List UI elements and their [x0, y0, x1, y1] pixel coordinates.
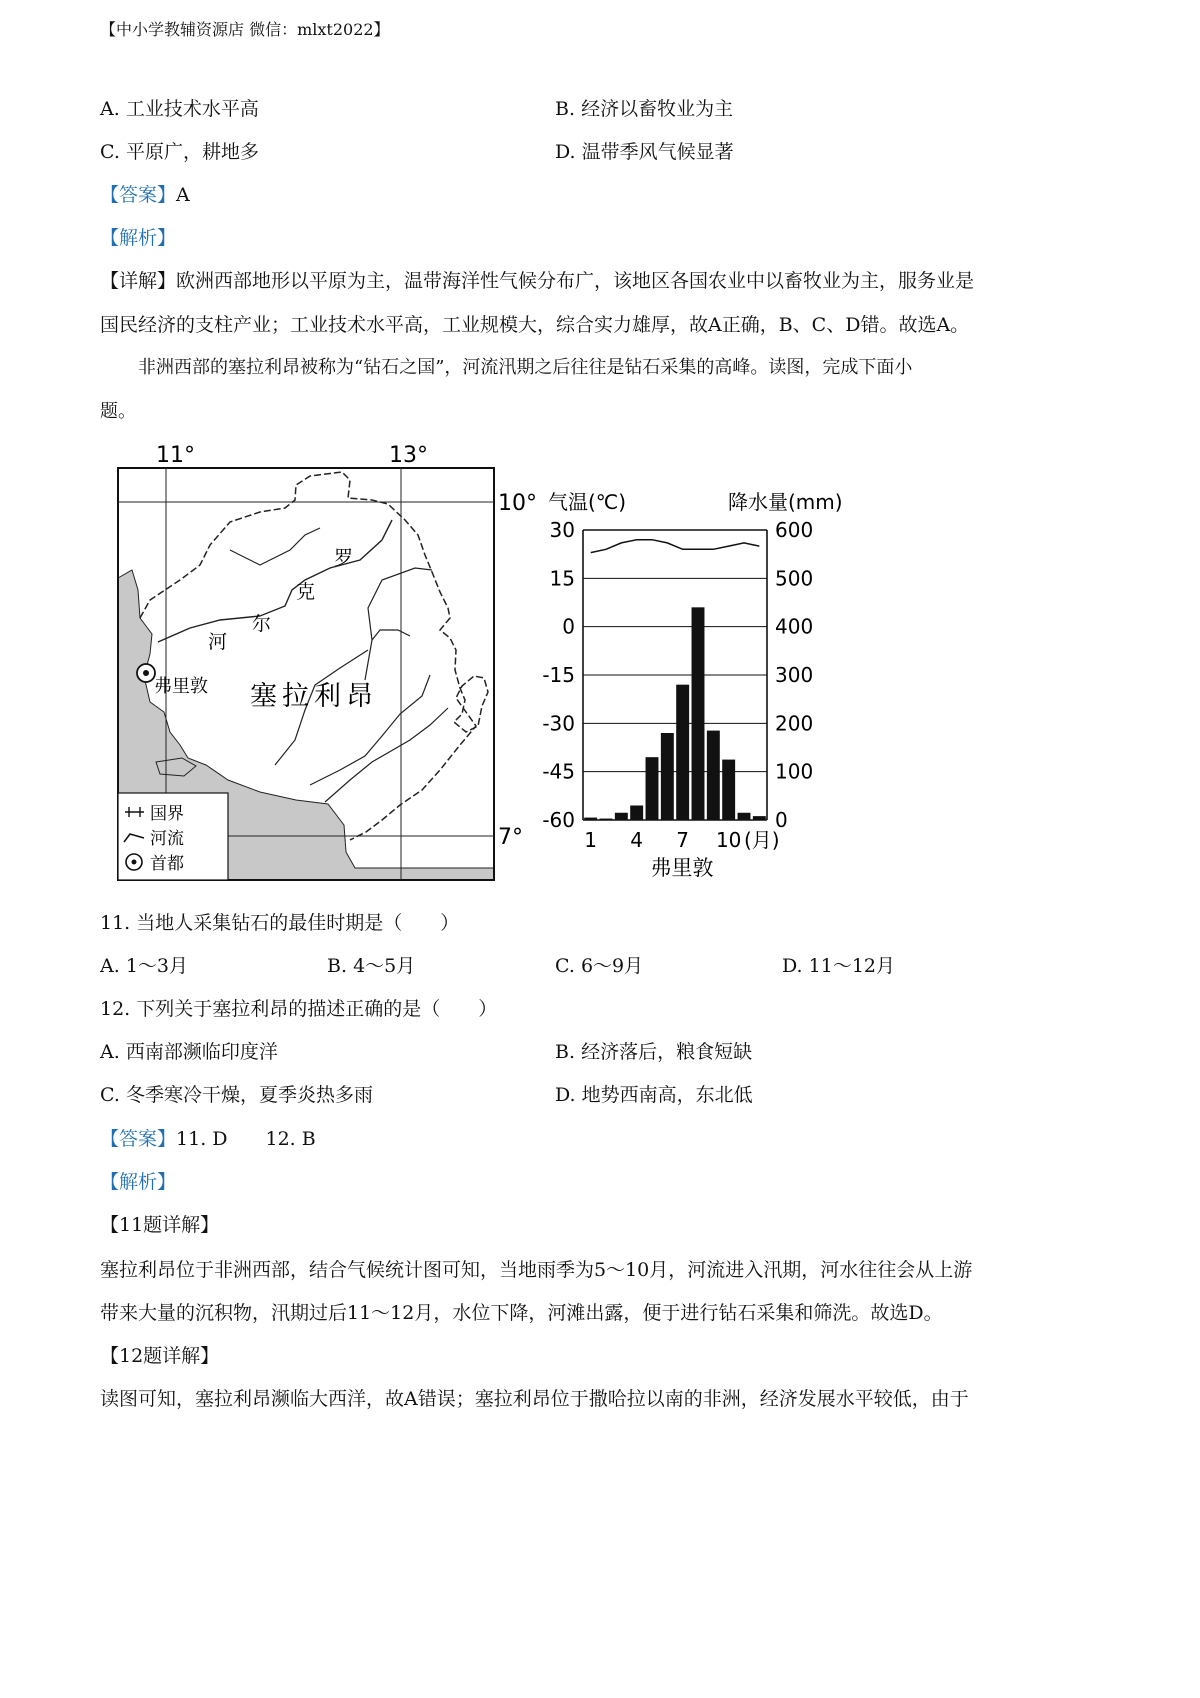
- legend-label-river: 河流: [150, 829, 184, 849]
- q12-option-d[interactable]: [555, 1082, 753, 1108]
- option-text: 6～9月: [580, 955, 644, 977]
- intro-line1: 非洲西部的塞拉利昂被称为“钻石之国”，河流汛期之后往往是钻石采集的高峰。读图，完成下面小: [138, 357, 913, 378]
- option-text: 冬季寒冷干燥，夏季炎热多雨: [125, 1084, 373, 1106]
- option-letter: D.: [555, 141, 576, 163]
- precip-tick-label: 100: [775, 759, 814, 784]
- option-c[interactable]: [100, 139, 259, 165]
- analysis-label: 【解析】: [100, 227, 177, 249]
- precip-bar: [584, 818, 597, 820]
- precip-bar: [722, 760, 735, 820]
- option-letter: D.: [555, 1084, 576, 1106]
- precip-bar: [753, 816, 766, 820]
- q11-option-c[interactable]: [555, 953, 643, 979]
- precip-tick-label: 200: [775, 711, 814, 736]
- precip-bar: [707, 731, 720, 820]
- q12-detail-line1: 读图可知，塞拉利昂濒临大西洋，故A错误；塞拉利昂位于撒哈拉以南的非洲，经济发展水平较低，由于: [100, 1388, 969, 1410]
- option-letter: A.: [100, 98, 120, 120]
- option-letter: A.: [100, 955, 120, 977]
- option-b[interactable]: [555, 96, 733, 122]
- option-text: 工业技术水平高: [125, 98, 259, 120]
- q11-option-a[interactable]: [100, 953, 188, 979]
- q11-detail-line1: 塞拉利昂位于非洲西部，结合气候统计图可知，当地雨季为5～10月，河流进入汛期，河水往往会从上游: [100, 1259, 973, 1281]
- detail-text: 欧洲西部地形以平原为主，温带海洋性气候分布广，该地区各国农业中以畜牧业为主，服务业是: [176, 270, 975, 292]
- option-text: 平原广，耕地多: [125, 141, 259, 163]
- option-letter: B.: [327, 955, 348, 977]
- option-text: 1～3月: [125, 955, 188, 977]
- precip-bar: [692, 607, 705, 820]
- detail-text-line2: 国民经济的支柱产业；工业技术水平高，工业规模大，综合实力雄厚，故A正确，B、C、D错。故选A。: [100, 314, 970, 336]
- detail-label: 【详解】: [100, 270, 177, 292]
- answer-value: A: [176, 184, 190, 206]
- q11-option-d[interactable]: [782, 953, 895, 979]
- plot-area: [542, 518, 813, 852]
- temp-tick-label: -15: [542, 663, 575, 687]
- q11-detail-label: 【11题详解】: [100, 1214, 220, 1236]
- option-text: 西南部濒临印度洋: [125, 1041, 278, 1063]
- precip-bar: [661, 733, 674, 820]
- river-south-2: [325, 708, 448, 802]
- q12-detail-label: 【12题详解】: [100, 1345, 220, 1367]
- temp-tick-label: 30: [549, 518, 575, 542]
- river-east-3: [372, 630, 410, 640]
- month-tick-label: 1: [584, 828, 598, 852]
- rokel-river: [158, 520, 392, 642]
- q12-option-b[interactable]: [555, 1039, 752, 1065]
- precip-bar: [630, 806, 643, 821]
- river-branch-north: [230, 528, 320, 565]
- analysis-label-2: 【解析】: [100, 1171, 177, 1193]
- option-text: 地势西南高，东北低: [581, 1084, 753, 1106]
- temp-tick-label: -30: [542, 711, 575, 736]
- x-axis-unit: (月): [744, 828, 780, 852]
- river-east-1: [365, 568, 432, 680]
- river-char-2: 克: [296, 581, 316, 603]
- capital-legend-dot: [132, 860, 137, 865]
- watermark: 【中小学教辅资源店 微信：mlxt2022】: [100, 20, 390, 39]
- y-right-title: 降水量(mm): [728, 490, 843, 514]
- lon-label-11: 11°: [156, 443, 195, 468]
- month-tick-label: 10: [715, 828, 742, 852]
- climate-chart: [540, 475, 870, 885]
- option-letter: B.: [555, 1041, 576, 1063]
- temp-tick-label: -45: [542, 759, 575, 784]
- month-tick-label: 7: [676, 828, 690, 852]
- option-text: 温带季风气候显著: [581, 141, 734, 163]
- y-left-title: 气温(℃): [548, 490, 627, 514]
- temp-tick-label: 0: [562, 614, 575, 639]
- q11-stem: 11. 当地人采集钻石的最佳时期是（ ）: [100, 912, 460, 934]
- country-label: 塞拉利昂: [250, 681, 378, 712]
- river-char-4: 河: [208, 631, 228, 653]
- temp-tick-label: -60: [542, 808, 575, 832]
- precip-tick-label: 400: [775, 614, 814, 639]
- option-a[interactable]: [100, 96, 259, 122]
- precip-tick-label: 500: [775, 566, 814, 591]
- temperature-line: [591, 540, 760, 553]
- answer-row-2: [100, 1126, 316, 1152]
- option-text: 经济以畜牧业为主: [581, 98, 734, 120]
- capital-label: 弗里敦: [154, 676, 208, 697]
- answer-row: [100, 182, 190, 208]
- lon-label-13: 13°: [389, 443, 428, 468]
- temp-tick-label: 15: [549, 566, 575, 591]
- option-letter: C.: [100, 1084, 120, 1106]
- precip-tick-label: 600: [775, 518, 814, 542]
- option-letter: C.: [100, 141, 120, 163]
- legend-label-capital: 首都: [150, 854, 184, 874]
- q12-option-c[interactable]: [100, 1082, 373, 1108]
- intro-line2: 题。: [100, 401, 136, 422]
- option-d[interactable]: [555, 139, 734, 165]
- option-text: 4～5月: [353, 955, 416, 977]
- q11-detail-line2: 带来大量的沉积物，汛期过后11～12月，水位下降，河滩出露，便于进行钻石采集和筛洗。故选D。: [100, 1302, 943, 1324]
- lat-label-7: 7°: [498, 825, 523, 850]
- precip-bar: [646, 757, 659, 820]
- legend-label-border: 国界: [150, 804, 184, 824]
- sierra-leone-map: [110, 440, 540, 890]
- precip-tick-label: 300: [775, 663, 814, 687]
- precip-tick-label: 0: [775, 808, 788, 832]
- option-letter: C.: [555, 955, 575, 977]
- option-letter: B.: [555, 98, 576, 120]
- answer-label: 【答案】: [100, 184, 177, 206]
- option-text: 经济落后，粮食短缺: [581, 1041, 753, 1063]
- precip-bar: [676, 685, 689, 820]
- answer-label: 【答案】: [100, 1128, 177, 1150]
- month-tick-label: 4: [630, 828, 644, 852]
- q11-option-b[interactable]: [327, 953, 415, 979]
- lat-label-10: 10°: [498, 491, 537, 516]
- option-letter: D.: [782, 955, 803, 977]
- precip-bar: [615, 813, 628, 820]
- precip-bar: [738, 813, 751, 820]
- q12-stem: 12. 下列关于塞拉利昂的描述正确的是（ ）: [100, 998, 498, 1020]
- option-text: 11～12月: [808, 955, 896, 977]
- q12-option-a[interactable]: [100, 1039, 278, 1065]
- capital-icon-dot: [143, 670, 149, 676]
- chart-title: 弗里敦: [650, 856, 714, 880]
- detail-paragraph: [100, 268, 974, 294]
- river-char-1: 罗: [334, 547, 354, 569]
- river-char-3: 尔: [252, 613, 272, 635]
- option-letter: A.: [100, 1041, 120, 1063]
- answer-value: 11. D 12. B: [176, 1128, 316, 1150]
- precip-bar: [600, 819, 613, 820]
